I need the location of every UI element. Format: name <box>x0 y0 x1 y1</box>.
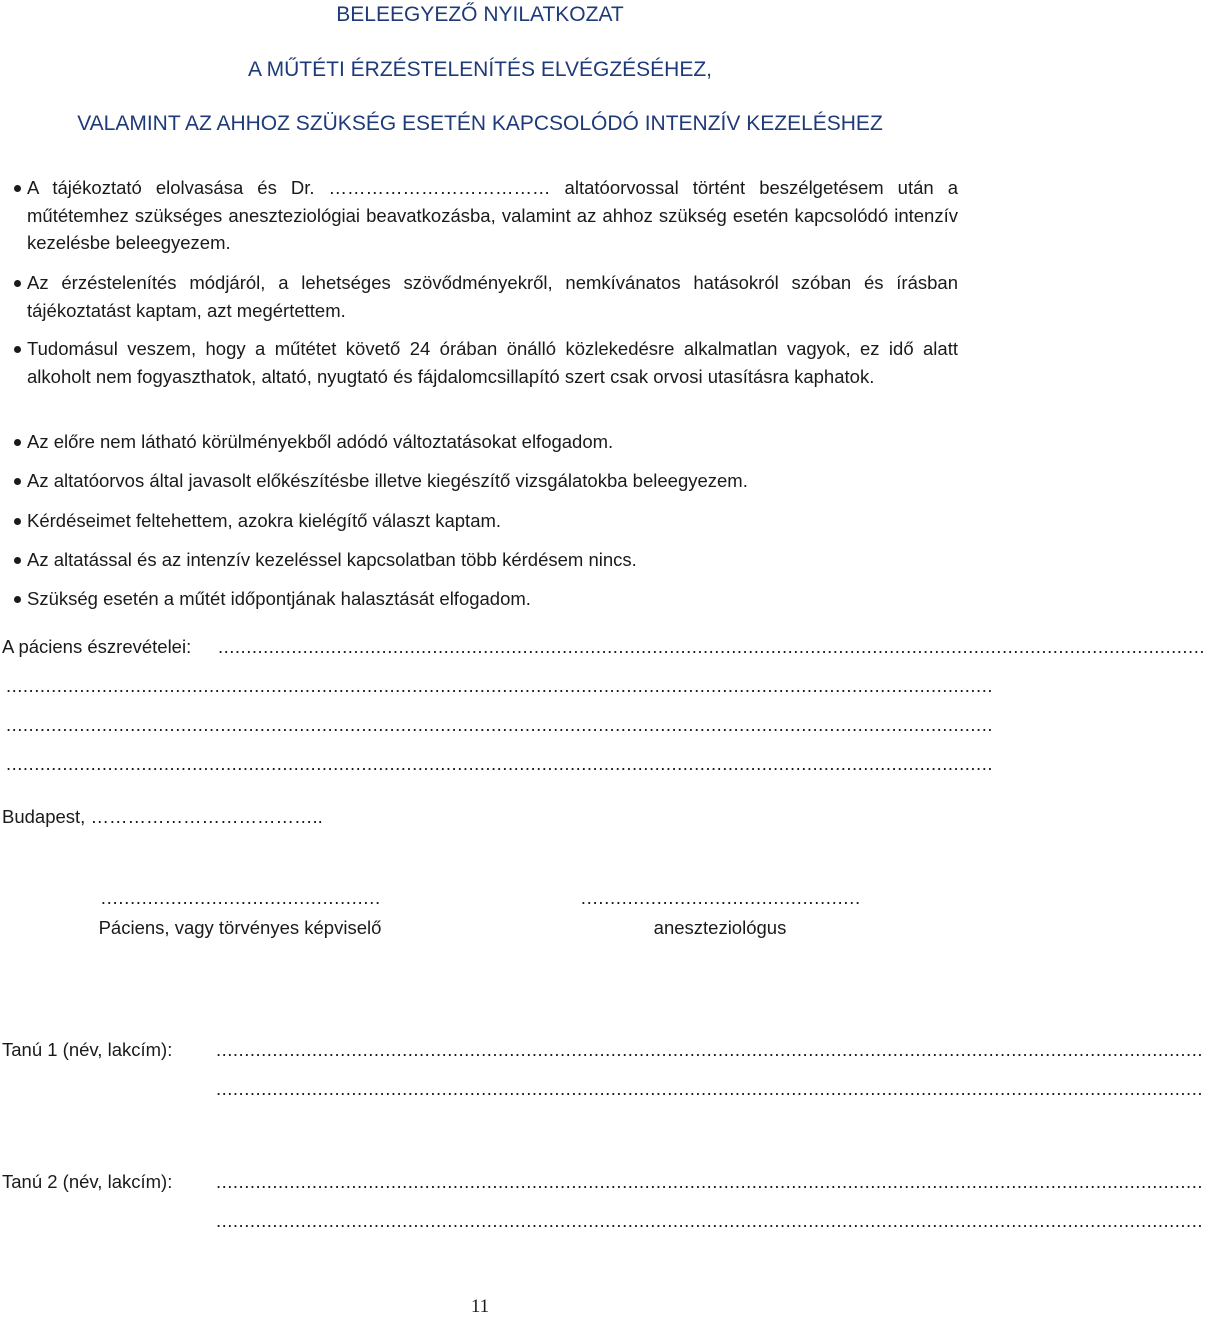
bullet-icon <box>14 439 21 446</box>
bullet-icon <box>14 280 21 287</box>
remarks-dots-line-1: ............................................................................................................................................................................... <box>218 636 1205 657</box>
bullet-icon <box>14 185 21 192</box>
document-title: BELEEGYEZŐ NYILATKOZAT <box>336 3 624 26</box>
witness-2-dots-line-2: ............................................................................................................................................................................... <box>216 1210 1203 1231</box>
statement-text: Kérdéseimet feltehettem, azokra kielégítő választ kaptam. <box>27 510 502 531</box>
bullet-icon <box>14 478 21 485</box>
witness-1-label: Tanú 1 (név, lakcím): <box>2 1039 173 1060</box>
bullet-icon <box>14 557 21 564</box>
bullet-icon <box>14 346 21 353</box>
place-date-line: Budapest, ……………………………….. <box>2 806 323 827</box>
document-subtitle-2: VALAMINT AZ AHHOZ SZÜKSÉG ESETÉN KAPCSOLÓDÓ INTENZÍV KEZELÉSHEZ <box>77 112 883 135</box>
witness-2-dots-line-1: ............................................................................................................................................................................... <box>216 1171 1203 1192</box>
patient-signature-label: Páciens, vagy törvényes képviselő <box>98 917 382 938</box>
bullet-icon <box>14 596 21 603</box>
remarks-dots-line-4: ............................................................................................................................................................................... <box>6 753 993 774</box>
patient-signature-line: ………………………………………… <box>100 887 380 908</box>
witness-2-label: Tanú 2 (név, lakcím): <box>2 1171 173 1192</box>
anesthesiologist-signature-label: aneszteziológus <box>653 917 787 938</box>
statement-text: Az altatóorvos által javasolt előkészítésbe illetve kiegészítő vizsgálatokba beleegyezem. <box>27 470 748 491</box>
statement-text: Tudomásul veszem, hogy a műtétet követő 24 órában önálló közlekedésre alkalmatlan vagyok, ez idő alatt alkoholt nem fogyaszthatok, altató, nyugtató és fájdalomcsillapító szert csak orvosi utasításra kaphatok. <box>27 338 958 387</box>
page-number: 11 <box>470 1296 490 1317</box>
witness-1-dots-line-2: ............................................................................................................................................................................... <box>216 1078 1203 1099</box>
statement-text: Az előre nem látható körülményekből adódó változtatásokat elfogadom. <box>27 431 614 452</box>
witness-1-dots-line-1: ............................................................................................................................................................................... <box>216 1039 1203 1060</box>
statement-text: A tájékoztató elolvasása és Dr. ……………………………… altatóorvossal történt beszélgetésem után a műtétemhez szükséges aneszteziológiai beavatkozásba, valamint az ahhoz szükség esetén kapcsolódó intenzív kezelésbe beleegyezem. <box>27 177 958 253</box>
remarks-dots-line-2: ............................................................................................................................................................................... <box>6 675 993 696</box>
anesthesiologist-signature-line: ………………………………………… <box>580 887 860 908</box>
statement-text: Szükség esetén a műtét időpontjának halasztását elfogadom. <box>27 588 531 609</box>
statement-text: Az altatással és az intenzív kezeléssel kapcsolatban több kérdésem nincs. <box>27 549 637 570</box>
bullet-icon <box>14 518 21 525</box>
remarks-label: A páciens észrevételei: <box>2 636 192 657</box>
remarks-dots-line-3: ............................................................................................................................................................................... <box>6 714 993 735</box>
document-subtitle-1: A MŰTÉTI ÉRZÉSTELENÍTÉS ELVÉGZÉSÉHEZ, <box>247 58 713 81</box>
statement-text: Az érzéstelenítés módjáról, a lehetséges szövődményekről, nemkívánatos hatásokról szóban és írásban tájékoztatást kaptam, azt megértettem. <box>27 272 958 321</box>
